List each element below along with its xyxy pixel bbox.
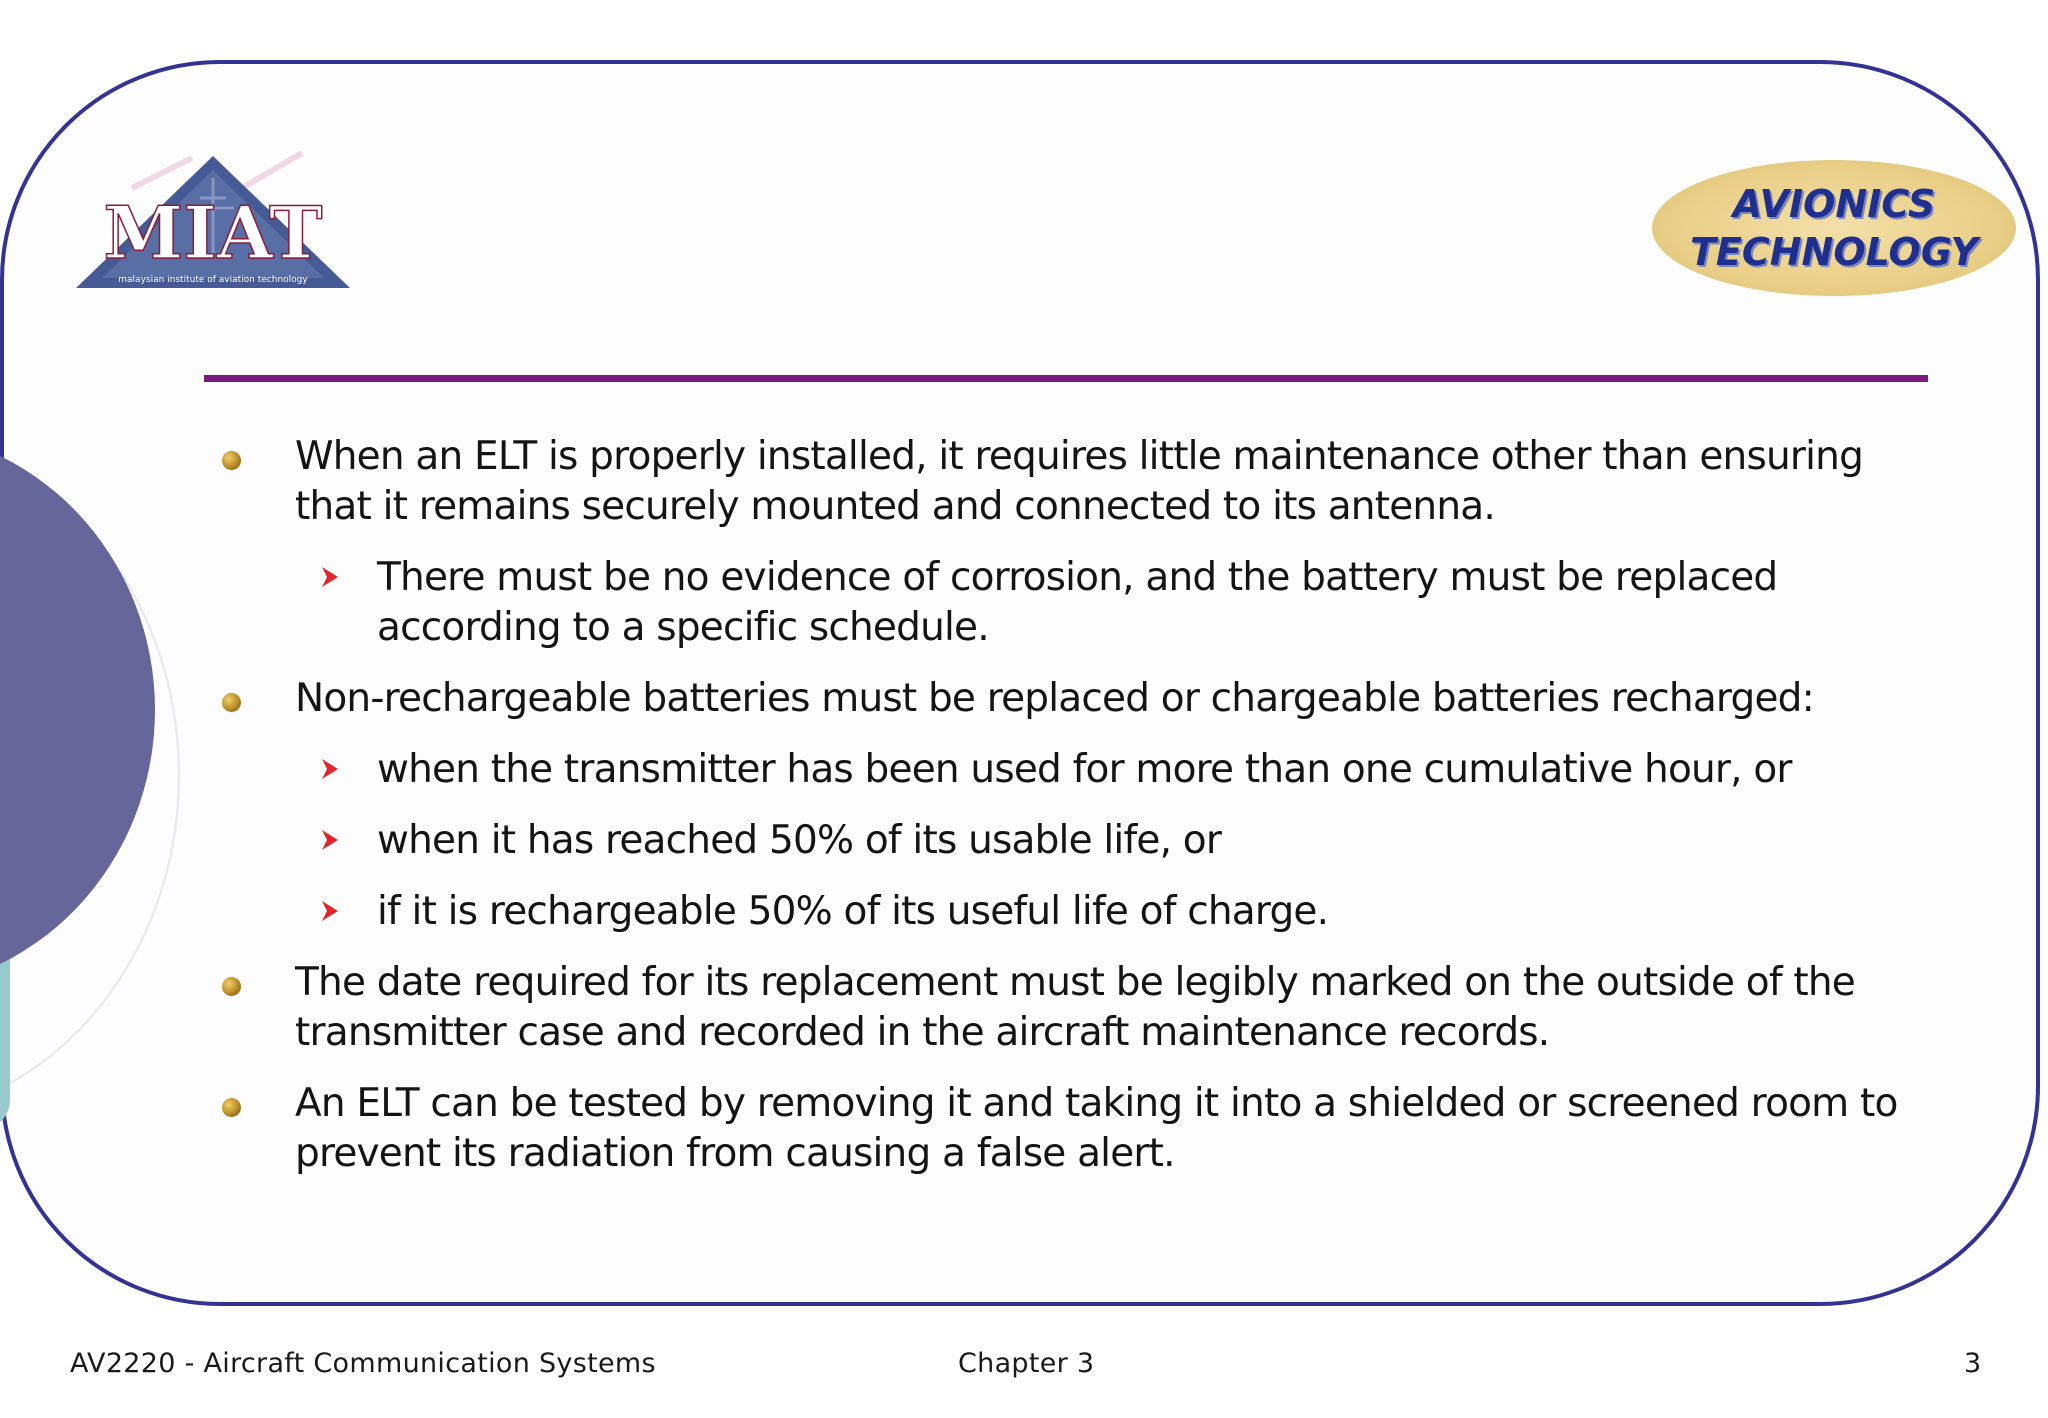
bullet-dot-icon bbox=[222, 451, 241, 470]
footer-page-number: 3 bbox=[1964, 1348, 1982, 1379]
sub-bullet-item bbox=[220, 745, 1920, 795]
bullet-item bbox=[220, 958, 1920, 1058]
arrow-bullet-icon bbox=[320, 827, 340, 853]
sub-bullet-item bbox=[220, 887, 1920, 937]
badge-line1: AVIONICS bbox=[1732, 182, 1936, 226]
bullet-item bbox=[220, 1079, 1920, 1179]
sub-bullet-text: when the transmitter has been used for more than one cumulative hour, or bbox=[377, 747, 1792, 792]
sub-bullet-text: if it is rechargeable 50% of its useful life of charge. bbox=[377, 889, 1329, 934]
sub-bullet-text: when it has reached 50% of its usable life, or bbox=[377, 818, 1222, 863]
bullet-list bbox=[220, 432, 1920, 1200]
bullet-dot-icon bbox=[222, 693, 241, 712]
footer-course: AV2220 - Aircraft Communication Systems bbox=[70, 1348, 656, 1379]
sub-bullet-text: There must be no evidence of corrosion, and the battery must be replaced according to a specific schedule. bbox=[377, 555, 1778, 650]
sub-bullet-item bbox=[220, 816, 1920, 866]
bullet-dot-icon bbox=[222, 1098, 241, 1117]
arrow-bullet-icon bbox=[320, 898, 340, 924]
bullet-text: Non-rechargeable batteries must be replaced or chargeable batteries recharged: bbox=[295, 676, 1814, 721]
arrow-bullet-icon bbox=[320, 564, 340, 590]
bullet-text: The date required for its replacement must be legibly marked on the outside of the transmitter case and recorded in the aircraft maintenance records. bbox=[295, 960, 1855, 1055]
miat-logo bbox=[72, 148, 354, 294]
title-divider bbox=[204, 375, 1928, 382]
arrow-bullet-icon bbox=[320, 756, 340, 782]
logo-wordmark: MIAT bbox=[103, 190, 323, 275]
sub-bullet-item bbox=[220, 553, 1920, 653]
bullet-item bbox=[220, 674, 1920, 724]
avionics-technology-badge bbox=[1652, 160, 2016, 296]
footer-chapter: Chapter 3 bbox=[958, 1348, 1095, 1379]
bullet-text: When an ELT is properly installed, it requires little maintenance other than ensuring that it remains securely mounted and connected to its antenna. bbox=[295, 434, 1864, 529]
badge-line2: TECHNOLOGY bbox=[1689, 230, 1978, 274]
bullet-item bbox=[220, 432, 1920, 532]
logo-tagline: malaysian institute of aviation technology bbox=[118, 275, 308, 285]
bullet-text: An ELT can be tested by removing it and taking it into a shielded or screened room to prevent its radiation from causing a false alert. bbox=[295, 1081, 1898, 1176]
bullet-dot-icon bbox=[222, 977, 241, 996]
